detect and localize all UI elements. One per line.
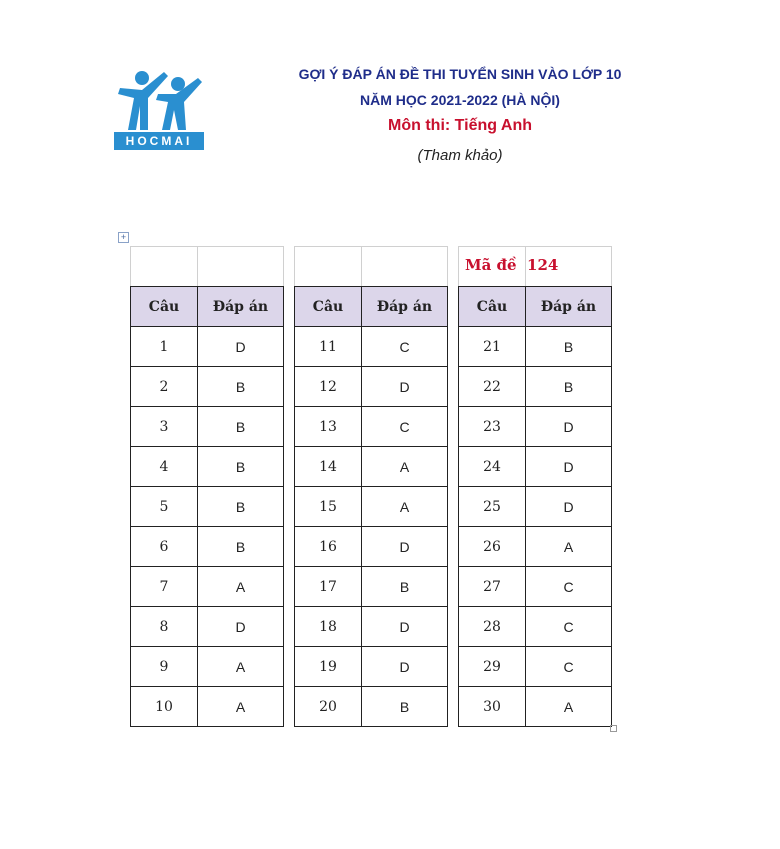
answer-cell: A [525, 526, 612, 567]
answer-cell: C [361, 406, 448, 447]
answer-cell: B [197, 446, 284, 487]
question-number: 6 [130, 526, 198, 567]
question-number: 2 [130, 366, 198, 407]
answer-cell: D [361, 366, 448, 407]
title-line-2: NĂM HỌC 2021-2022 (HÀ NỘI) [360, 92, 560, 108]
answer-cell: A [197, 566, 284, 607]
answer-cell: C [361, 326, 448, 367]
exam-code-label: Mã đề [465, 256, 517, 274]
question-number: 21 [458, 326, 526, 367]
table-resize-handle[interactable] [610, 725, 617, 732]
question-number: 22 [458, 366, 526, 407]
subject-line: Môn thi: Tiếng Anh [388, 117, 532, 134]
table-top-cell [130, 246, 198, 286]
answer-cell: D [525, 406, 612, 447]
answer-cell: B [361, 686, 448, 727]
column-header-answer: Đáp án [361, 286, 448, 327]
question-number: 25 [458, 486, 526, 527]
question-number: 16 [294, 526, 362, 567]
two-people-logo-icon [114, 64, 206, 132]
reference-note: (Tham khảo) [417, 147, 503, 164]
answer-cell: C [525, 566, 612, 607]
hocmai-logo [114, 64, 206, 152]
question-number: 4 [130, 446, 198, 487]
table-move-handle-icon[interactable]: + [118, 232, 129, 243]
exam-code-value: 124 [527, 256, 559, 274]
column-header-question: Câu [130, 286, 198, 327]
table-top-cell [525, 246, 612, 286]
question-number: 17 [294, 566, 362, 607]
table-top-cell [458, 246, 526, 286]
question-number: 18 [294, 606, 362, 647]
question-number: 30 [458, 686, 526, 727]
question-number: 11 [294, 326, 362, 367]
logo-text: HOCMAI [114, 132, 204, 150]
question-number: 8 [130, 606, 198, 647]
answer-cell: C [525, 606, 612, 647]
question-number: 24 [458, 446, 526, 487]
answer-cell: B [361, 566, 448, 607]
answer-cell: D [197, 326, 284, 367]
answer-cell: A [197, 686, 284, 727]
answer-cell: D [361, 606, 448, 647]
question-number: 3 [130, 406, 198, 447]
answer-cell: C [525, 646, 612, 687]
answer-cell: D [197, 606, 284, 647]
question-number: 26 [458, 526, 526, 567]
question-number: 13 [294, 406, 362, 447]
answer-cell: B [197, 406, 284, 447]
question-number: 10 [130, 686, 198, 727]
answer-cell: B [197, 366, 284, 407]
answer-cell: A [361, 446, 448, 487]
question-number: 1 [130, 326, 198, 367]
question-number: 27 [458, 566, 526, 607]
question-number: 9 [130, 646, 198, 687]
table-top-cell [361, 246, 448, 286]
answer-cell: D [525, 486, 612, 527]
answer-cell: B [525, 326, 612, 367]
answer-cell: D [361, 646, 448, 687]
title-line-1: GỢI Ý ĐÁP ÁN ĐỀ THI TUYỂN SINH VÀO LỚP 10 [298, 66, 622, 82]
column-header-answer: Đáp án [525, 286, 612, 327]
question-number: 7 [130, 566, 198, 607]
question-number: 14 [294, 446, 362, 487]
question-number: 20 [294, 686, 362, 727]
question-number: 5 [130, 486, 198, 527]
answer-cell: D [525, 446, 612, 487]
answer-cell: A [525, 686, 612, 727]
question-number: 28 [458, 606, 526, 647]
column-header-question: Câu [294, 286, 362, 327]
answer-cell: A [361, 486, 448, 527]
column-header-answer: Đáp án [197, 286, 284, 327]
answer-cell: B [197, 486, 284, 527]
table-top-cell [294, 246, 362, 286]
question-number: 19 [294, 646, 362, 687]
question-number: 23 [458, 406, 526, 447]
table-top-cell [197, 246, 284, 286]
answer-cell: B [197, 526, 284, 567]
question-number: 12 [294, 366, 362, 407]
column-header-question: Câu [458, 286, 526, 327]
answer-cell: A [197, 646, 284, 687]
question-number: 15 [294, 486, 362, 527]
answer-cell: B [525, 366, 612, 407]
question-number: 29 [458, 646, 526, 687]
answer-cell: D [361, 526, 448, 567]
